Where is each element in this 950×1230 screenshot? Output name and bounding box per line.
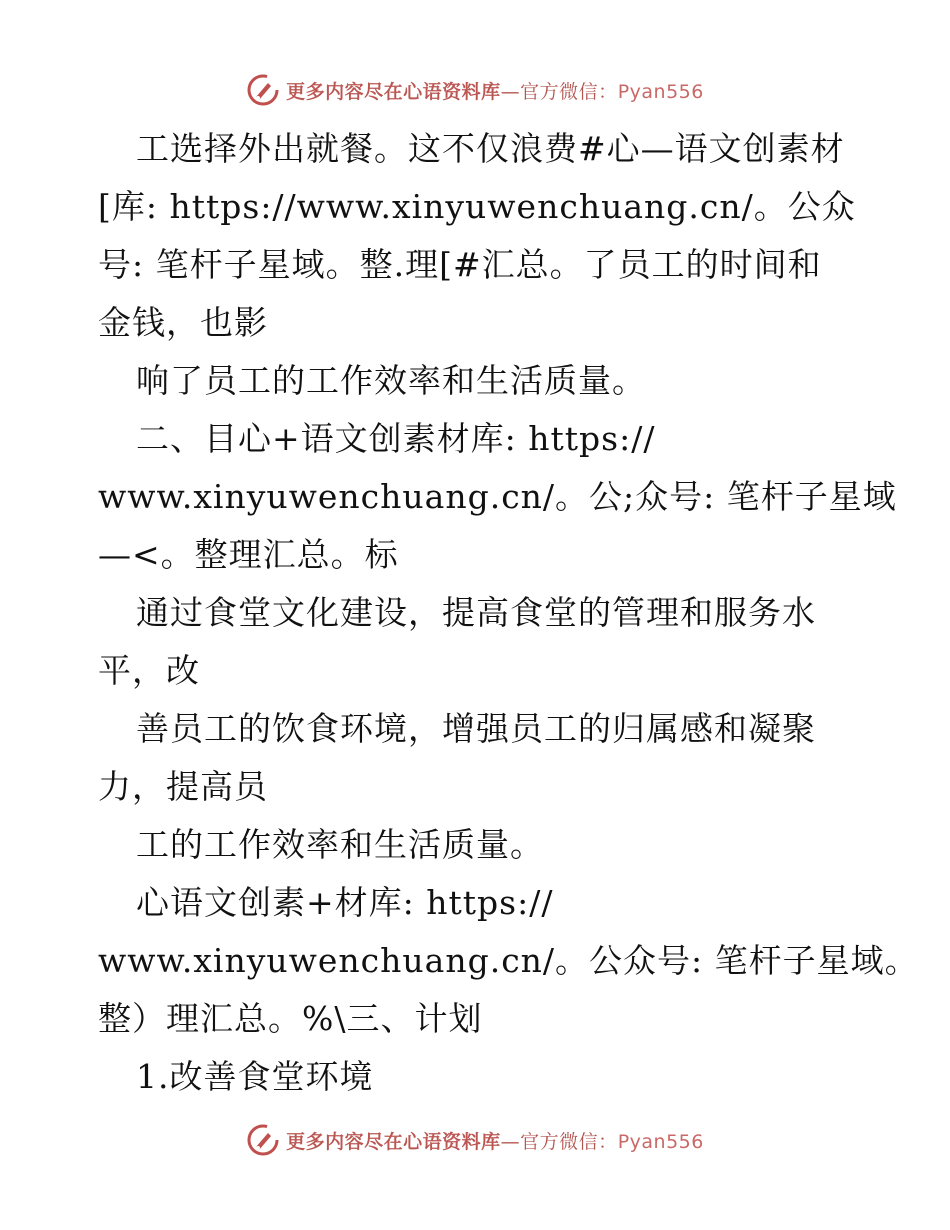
banner-part2: 官方微信： — [520, 80, 618, 103]
red-circle-pen-logo-icon — [246, 73, 280, 107]
red-circle-pen-logo-icon — [246, 1123, 280, 1157]
text-line: www.xinyuwenchuang.cn/。公众号: 笔杆子星域。 — [98, 941, 919, 980]
banner-part2: 官方微信： — [520, 1130, 618, 1153]
text-line: 二、目心+语文创素材库: https:// — [136, 419, 656, 458]
footer-banner — [0, 1120, 950, 1160]
text-line: 1.改善食堂环境 — [136, 1057, 374, 1096]
header-banner — [0, 70, 950, 110]
text-line: 工的工作效率和生活质量。 — [136, 825, 544, 864]
text-line: 平，改 — [98, 651, 200, 690]
banner-wechat-id: Pyan556 — [617, 80, 704, 103]
text-line: —<。整理汇总。标 — [98, 535, 399, 574]
text-line: www.xinyuwenchuang.cn/。公;众号: 笔杆子星域 — [98, 477, 897, 516]
banner-part1: 更多内容尽在心语资料库 — [286, 80, 501, 103]
banner-text — [286, 77, 704, 104]
text-line: 整）理汇总。%\三、计划 — [98, 999, 483, 1038]
text-line: 金钱，也影 — [98, 303, 268, 342]
text-line: 通过食堂文化建设，提高食堂的管理和服务水 — [136, 593, 816, 632]
text-line: 号: 笔杆子星域。整.理[#汇总。了员工的时间和 — [98, 245, 822, 284]
text-line: [库: https://www.xinyuwenchuang.cn/。公众 — [98, 187, 856, 226]
text-line: 工选择外出就餐。这不仅浪费#心—语文创素材 — [136, 129, 845, 168]
banner-text — [286, 1127, 704, 1154]
banner-dash: — — [500, 1130, 521, 1153]
text-line: 善员工的饮食环境，增强员工的归属感和凝聚 — [136, 709, 816, 748]
banner-part1: 更多内容尽在心语资料库 — [286, 1130, 501, 1153]
banner-dash: — — [500, 80, 521, 103]
document-body — [98, 120, 919, 1106]
text-line: 心语文创素+材库: https:// — [136, 883, 554, 922]
text-line: 响了员工的工作效率和生活质量。 — [136, 361, 646, 400]
banner-wechat-id: Pyan556 — [617, 1130, 704, 1153]
text-line: 力，提高员 — [98, 767, 268, 806]
